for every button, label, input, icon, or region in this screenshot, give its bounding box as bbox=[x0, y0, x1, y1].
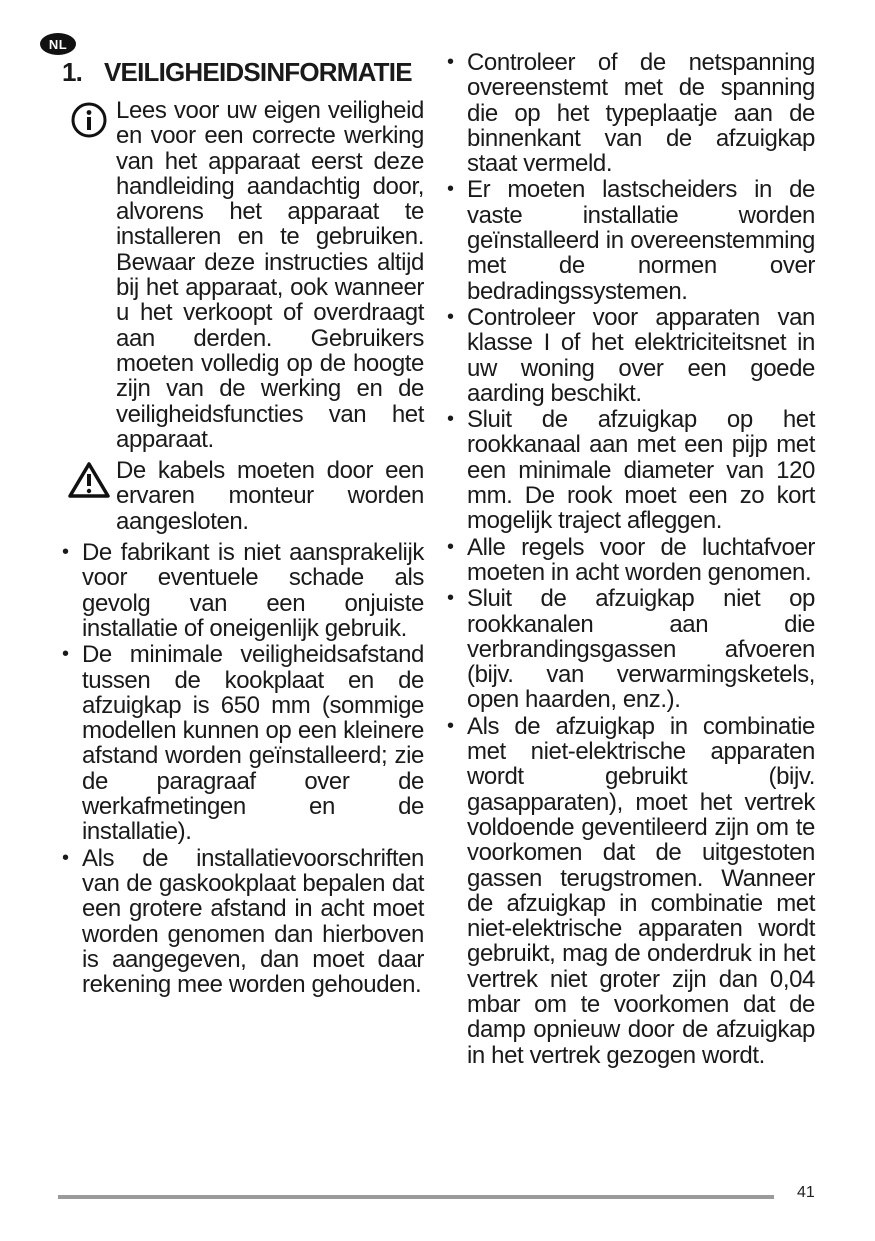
list-item: • Controleer of de netspanning overeenstemt met de spanning die op het typeplaatje aan de binnenkant van de afzuigkap staat vermeld. bbox=[447, 50, 815, 176]
section-title: VEILIGHEIDSINFORMATIE bbox=[104, 57, 412, 87]
list-item: • Alle regels voor de luchtafvoer moeten in acht worden genomen. bbox=[447, 535, 815, 586]
page-number: 41 bbox=[797, 1184, 815, 1201]
list-item: • Sluit de afzuigkap niet op rookkanalen aan die verbrandingsgassen afvoeren (bijv. van verwarmingsketels, open haarden, enz.). bbox=[447, 586, 815, 712]
list-item: • Controleer voor apparaten van klasse I of het elektriciteitsnet in uw woning over een goede aarding beschikt. bbox=[447, 305, 815, 406]
left-column bbox=[62, 56, 424, 998]
language-badge: NL bbox=[40, 33, 76, 55]
section-number: 1. bbox=[62, 57, 83, 87]
info-note-text: Lees voor uw eigen veiligheid en voor een correcte werking van het apparaat eerst deze handleiding aandachtig door, alvorens het apparaat te installeren en te gebruiken. Bewaar deze instructies altijd bij het apparaat, ook wanneer u het verkoopt of overdraagt aan derden. Gebruikers moeten volledig op de hoogte zijn van de werking en de veiligheidsfuncties van het apparaat. bbox=[116, 97, 424, 453]
left-bullet-list bbox=[62, 540, 424, 997]
section-heading bbox=[62, 56, 424, 88]
right-column bbox=[447, 50, 815, 1069]
warning-note-text: De kabels moeten door een ervaren monteur worden aangesloten. bbox=[116, 457, 424, 535]
list-item: • Sluit de afzuigkap op het rookkanaal aan met een pijp met een minimale diameter van 120 mm. De rook moet een zo kort mogelijk traject afleggen. bbox=[447, 407, 815, 533]
info-note bbox=[62, 98, 424, 452]
list-item: • De fabrikant is niet aansprakelijk voor eventuele schade als gevolg van een onjuiste installatie of oneigenlijk gebruik. bbox=[62, 540, 424, 641]
list-item: • Als de afzuigkap in combinatie met niet-elektrische apparaten wordt gebruikt (bijv. gasapparaten), moet het vertrek voldoende geventileerd zijn om te voorkomen dat de uitgestoten gassen terugstromen. Wanneer de afzuigkap in combinatie met niet-elektrische apparaten wordt gebruikt, mag de onderdruk in het vertrek niet groter zijn dan 0,04 mbar om te voorkomen dat de damp opnieuw door de afzuigkap in het vertrek gezogen wordt. bbox=[447, 714, 815, 1068]
list-item: • Er moeten lastscheiders in de vaste installatie worden geïnstalleerd in overeenstemming met de normen over bedradingssystemen. bbox=[447, 177, 815, 303]
warning-note bbox=[62, 458, 424, 534]
right-bullet-list bbox=[447, 50, 815, 1068]
list-item: • Als de installatievoorschriften van de gaskookplaat bepalen dat een grotere afstand in acht moet worden genomen dan hierboven is aangegeven, dan moet daar rekening mee worden gehouden. bbox=[62, 846, 424, 998]
list-item: • De minimale veiligheidsafstand tussen de kookplaat en de afzuigkap is 650 mm (sommige modellen kunnen op een kleinere afstand worden geïnstalleerd; zie de paragraaf over de werkafmetingen en de installatie). bbox=[62, 642, 424, 844]
footer-rule bbox=[58, 1195, 774, 1199]
info-icon bbox=[62, 98, 116, 452]
warning-icon bbox=[62, 458, 116, 534]
